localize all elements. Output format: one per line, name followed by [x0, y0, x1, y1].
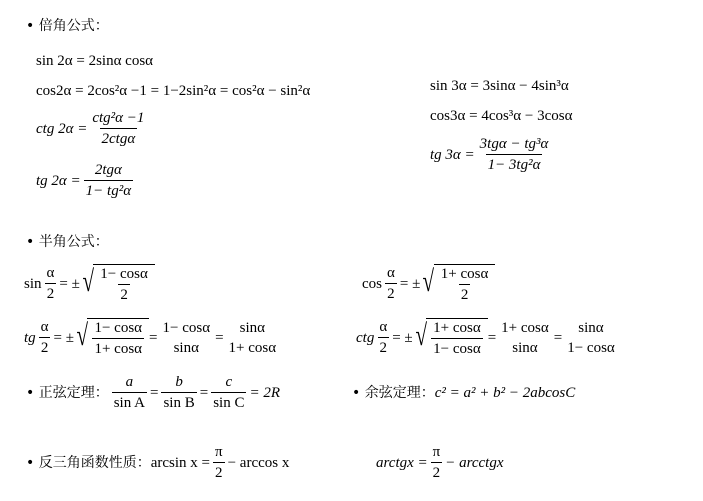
double-angle-header: • 倍角公式： — [26, 18, 109, 34]
ctg2-fraction — [90, 110, 146, 147]
sine-law-result: = 2R — [249, 384, 280, 401]
half-tg-frac3 — [227, 320, 279, 356]
half-ctg-formula — [356, 318, 620, 357]
tg3-denominator: 1− 3tg²α — [486, 154, 543, 173]
half-tg-prefix: tg — [24, 329, 36, 346]
half-angle-header: • 半角公式： — [26, 234, 109, 250]
cosine-law-row — [352, 384, 575, 402]
equals-plus-minus: = ± — [53, 329, 74, 346]
half-ctg-frac2 — [499, 320, 551, 356]
radicand-denominator: 1− cosα — [431, 338, 483, 357]
equals: = — [199, 384, 209, 401]
side-c: c — [225, 374, 233, 390]
alpha-numerator: α — [46, 265, 55, 281]
tg2-denominator: 1− tg²α — [84, 180, 133, 199]
arctg-formula — [376, 444, 504, 481]
numerator: 1− cosα — [162, 319, 211, 336]
cos2-formula: cos2α = 2cos²α −1 = 1−2sin²α = cos²α − sin²α — [36, 83, 311, 99]
arctg-left: arctgx = — [376, 454, 428, 471]
half-ctg-angle — [377, 319, 389, 356]
half-cos-angle — [385, 265, 397, 302]
alpha-numerator: α — [387, 265, 395, 281]
alpha-numerator: α — [379, 319, 388, 335]
two-denominator: 2 — [39, 337, 51, 356]
sine-law-header: • 正弦定理： — [26, 384, 109, 401]
arcsin-left: arcsin x = — [150, 454, 210, 471]
half-tg-frac2 — [161, 320, 213, 356]
denominator: 1+ cosα — [228, 339, 277, 356]
sine-law-formula — [109, 374, 280, 411]
equals: = — [487, 329, 497, 346]
equals-plus-minus: = ± — [392, 329, 413, 346]
ctg2-numerator: ctg²α −1 — [92, 110, 145, 126]
arcsin-right: − arccos x — [227, 454, 290, 471]
tg2-formula — [36, 162, 136, 199]
arctg-right: − arcctgx — [445, 454, 504, 471]
half-cos-prefix: cos — [362, 275, 382, 292]
alpha-numerator: α — [40, 319, 49, 335]
arcsin-formula — [151, 444, 290, 481]
half-sin-angle — [45, 265, 57, 302]
ctg2-denominator: 2ctgα — [100, 128, 138, 147]
equals: = — [553, 329, 563, 346]
half-sin-formula — [24, 264, 155, 303]
ctg2-left: ctg 2α = — [36, 120, 88, 137]
inverse-trig-header: • 反三角函数性质： — [26, 454, 151, 471]
inverse-trig-row — [26, 444, 289, 481]
two-denominator: 2 — [213, 462, 225, 481]
tg2-left: tg 2α = — [36, 172, 81, 189]
cos3-formula: cos3α = 4cos³α − 3cosα — [430, 108, 573, 124]
two-denominator: 2 — [431, 462, 443, 481]
two-denominator: 2 — [45, 283, 57, 302]
radicand-numerator: 1+ cosα — [433, 320, 481, 336]
equals: = — [215, 329, 224, 346]
two-denominator: 2 — [385, 283, 397, 302]
radicand-numerator: 1− cosα — [100, 266, 148, 282]
sin-A: sin A — [112, 392, 147, 411]
equals-plus-minus: = ± — [399, 275, 421, 292]
radical-sign: √ — [82, 265, 94, 298]
sin3-formula: sin 3α = 3sinα − 4sin³α — [430, 78, 569, 94]
pi-numerator: π — [432, 444, 441, 460]
denominator: sinα — [173, 339, 199, 356]
tg3-formula — [430, 136, 553, 173]
radicand-numerator: 1− cosα — [94, 320, 143, 336]
half-ctg-frac3 — [565, 320, 617, 356]
half-cos-formula — [362, 264, 495, 303]
denominator: sinα — [512, 339, 538, 356]
radical — [413, 318, 488, 357]
equals-plus-minus: = ± — [59, 275, 80, 292]
denominator: 1− cosα — [567, 339, 615, 356]
sine-law-row — [26, 374, 280, 411]
two-denominator: 2 — [378, 337, 390, 356]
sin-C: sin C — [211, 392, 246, 411]
equals: = — [149, 384, 159, 401]
sin-B: sin B — [161, 392, 196, 411]
sin2-formula: sin 2α = 2sinα cosα — [36, 53, 154, 69]
numerator: sinα — [239, 319, 266, 336]
numerator: 1+ cosα — [501, 319, 549, 336]
pi-numerator: π — [215, 444, 223, 460]
half-tg-angle — [39, 319, 51, 356]
ctg2-formula — [36, 110, 149, 147]
radicand-denominator: 2 — [459, 284, 471, 303]
radical — [74, 318, 149, 357]
radical — [420, 264, 495, 303]
radicand-numerator: 1+ cosα — [440, 266, 489, 282]
tg3-numerator: 3tgα − tg³α — [479, 136, 549, 152]
tg2-numerator: 2tgα — [94, 162, 122, 178]
radical — [80, 264, 155, 303]
side-b: b — [175, 374, 183, 390]
cosine-law-header: • 余弦定理： — [352, 385, 435, 401]
half-ctg-prefix: ctg — [356, 329, 375, 346]
tg3-fraction — [478, 136, 551, 173]
cosine-law-formula: c² = a² + b² − 2abcosC — [434, 385, 576, 401]
half-tg-formula — [24, 318, 281, 357]
equals: = — [149, 329, 158, 346]
radical-sign: √ — [422, 265, 435, 298]
radicand-denominator: 1+ cosα — [92, 338, 144, 357]
numerator: sinα — [578, 319, 604, 336]
radical-sign: √ — [415, 319, 427, 352]
tg3-left: tg 3α = — [430, 146, 475, 163]
tg2-fraction — [84, 162, 133, 199]
radicand-denominator: 2 — [118, 284, 130, 303]
radical-sign: √ — [76, 319, 88, 352]
side-a: a — [125, 374, 134, 390]
half-sin-prefix: sin — [24, 275, 42, 292]
